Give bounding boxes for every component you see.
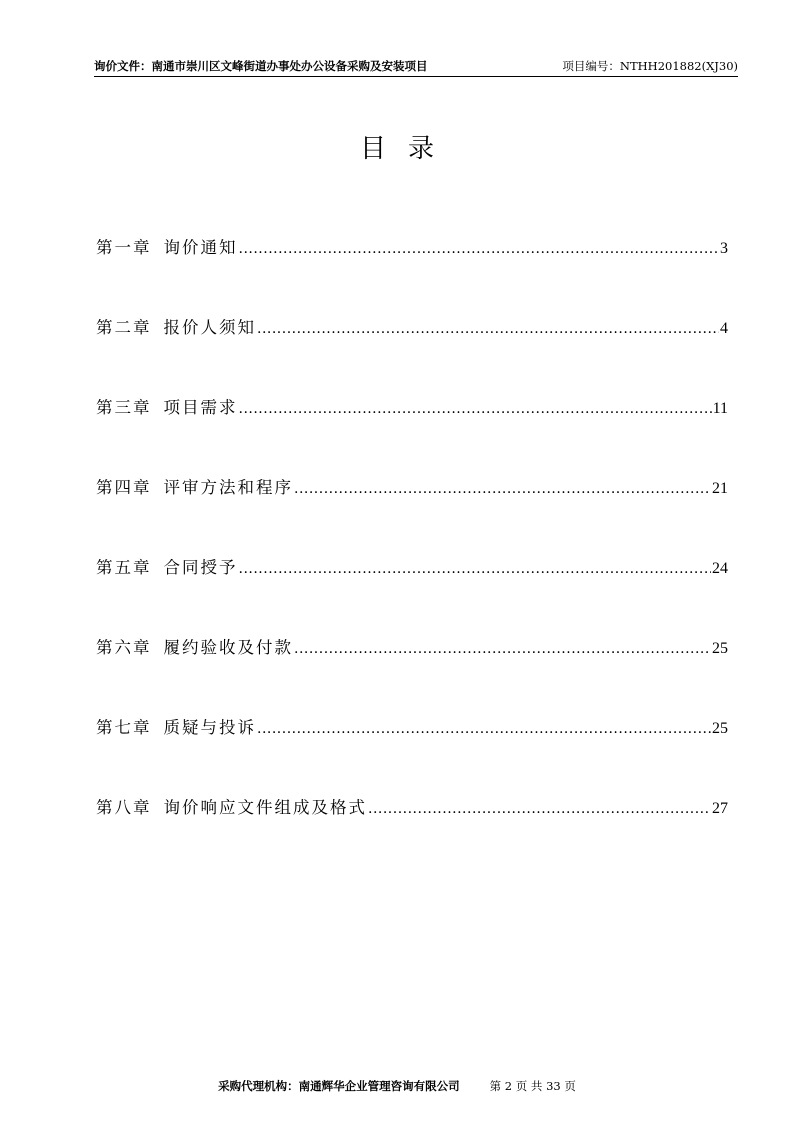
toc-chapter-number: 第三章 [96, 398, 152, 417]
toc-chapter-name: 履约验收及付款 [163, 638, 293, 657]
toc-leader-dots [239, 241, 720, 257]
toc-chapter-number: 第六章 [96, 638, 152, 657]
toc-chapter-number: 第二章 [96, 318, 152, 337]
toc-chapter-name: 询价通知 [163, 238, 238, 257]
toc-chapter-number: 第七章 [96, 718, 152, 737]
toc-chapter-name: 评审方法和程序 [163, 478, 293, 497]
toc-entry[interactable] [96, 714, 728, 794]
toc-entry[interactable] [96, 394, 728, 474]
page-header [94, 54, 738, 77]
toc-chapter-number: 第四章 [96, 478, 152, 497]
toc-entry[interactable] [96, 794, 728, 874]
footer-agency: 采购代理机构：南通辉华企业管理咨询有限公司 [218, 1079, 460, 1093]
toc-page-number: 25 [712, 640, 728, 657]
toc-chapter-number: 第八章 [96, 798, 152, 817]
page-footer [0, 1078, 794, 1094]
toc-chapter-name: 项目需求 [163, 398, 238, 417]
footer-page-indicator: 第 2 页 共 33 页 [489, 1079, 576, 1093]
toc-entry[interactable] [96, 474, 728, 554]
toc-leader-dots [294, 481, 711, 497]
toc-entry[interactable] [96, 634, 728, 714]
toc-title: 目录 [359, 134, 456, 164]
toc-leader-dots [257, 321, 719, 337]
toc-chapter-name: 合同授予 [163, 558, 238, 577]
header-document-title: 询价文件：南通市崇川区文峰街道办事处办公设备采购及安装项目 [94, 59, 428, 73]
toc-leader-dots [294, 641, 711, 657]
toc-entry[interactable] [96, 234, 728, 314]
toc-page-number: 11 [712, 400, 728, 417]
toc-page-number: 3 [720, 240, 728, 257]
toc-chapter-name: 报价人须知 [163, 318, 256, 337]
table-of-contents [96, 234, 728, 874]
toc-leader-dots [368, 801, 711, 817]
toc-leader-dots [239, 561, 712, 577]
toc-entry[interactable] [96, 314, 728, 394]
toc-page-number: 25 [712, 720, 728, 737]
toc-page-number: 21 [712, 480, 728, 497]
toc-page-number: 27 [712, 800, 728, 817]
toc-chapter-number: 第五章 [96, 558, 152, 577]
toc-chapter-number: 第一章 [96, 238, 152, 257]
toc-leader-dots [257, 721, 711, 737]
toc-chapter-name: 质疑与投诉 [163, 718, 256, 737]
toc-leader-dots [239, 401, 712, 417]
toc-chapter-name: 询价响应文件组成及格式 [163, 798, 367, 817]
header-project-number: 项目编号：NTHH201882(XJ30) [562, 59, 738, 73]
toc-page-number: 24 [712, 560, 728, 577]
toc-entry[interactable] [96, 554, 728, 634]
toc-page-number: 4 [720, 320, 728, 337]
